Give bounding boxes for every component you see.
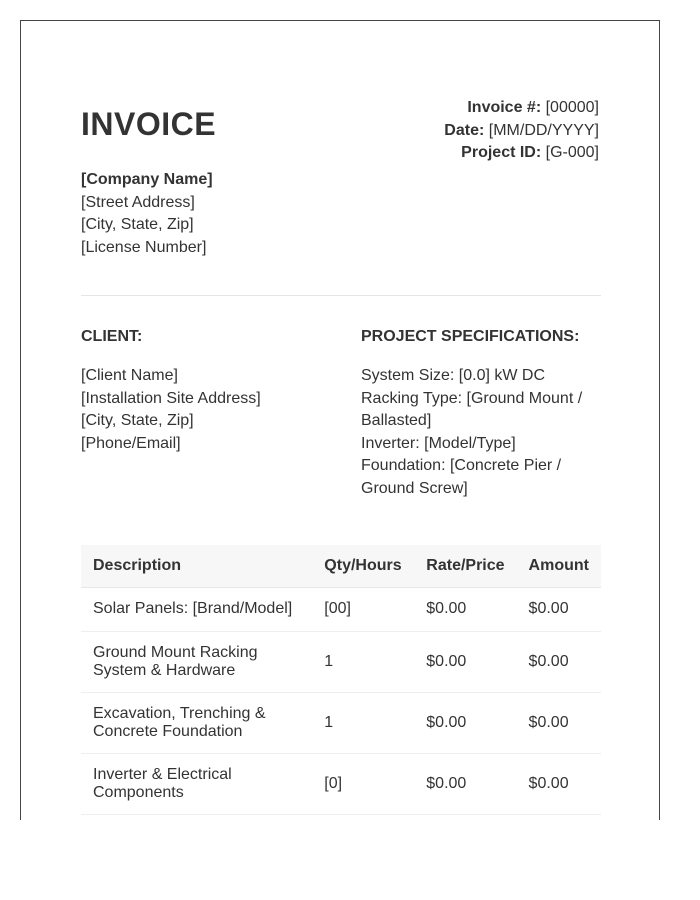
table-row	[81, 631, 601, 692]
client-contact: [Phone/Email]	[81, 434, 181, 452]
invoice-number-value: [00000]	[545, 99, 599, 116]
invoice-page	[20, 20, 660, 820]
row-qty: [0]	[312, 753, 414, 814]
row-description: Excavation, Trenching & Concrete Foundation	[81, 692, 312, 753]
specs-block	[361, 365, 601, 500]
spec-racking: Racking Type: [Ground Mount / Ballasted]	[361, 389, 583, 429]
row-amount: $0.00	[517, 631, 601, 692]
client-name: [Client Name]	[81, 367, 178, 384]
company-block	[81, 169, 213, 259]
row-qty: [00]	[312, 587, 414, 631]
invoice-title: INVOICE	[81, 106, 217, 142]
project-id-value: [G-000]	[545, 144, 599, 161]
spec-inverter: Inverter: [Model/Type]	[361, 434, 516, 452]
invoice-date-line	[444, 120, 599, 143]
client-heading: CLIENT:	[81, 328, 143, 345]
row-rate: $0.00	[414, 631, 516, 692]
invoice-meta	[444, 97, 599, 165]
row-rate: $0.00	[414, 587, 516, 631]
row-amount: $0.00	[517, 753, 601, 814]
invoice-number-line	[444, 97, 599, 120]
line-items-table	[81, 545, 601, 815]
company-name: [Company Name]	[81, 171, 213, 188]
company-license: [License Number]	[81, 238, 207, 256]
invoice-date-label: Date:	[444, 121, 485, 139]
company-street: [Street Address]	[81, 193, 195, 211]
row-qty: 1	[312, 631, 414, 692]
company-city: [City, State, Zip]	[81, 216, 194, 233]
row-description: Inverter & Electrical Components	[81, 753, 312, 814]
row-amount: $0.00	[517, 587, 601, 631]
invoice-number-label: Invoice #:	[467, 99, 542, 116]
header-divider	[81, 295, 601, 296]
table-row	[81, 587, 601, 631]
client-address: [Installation Site Address]	[81, 389, 261, 407]
spec-foundation: Foundation: [Concrete Pier / Ground Screw]	[361, 457, 562, 497]
row-description: Ground Mount Racking System & Hardware	[81, 631, 312, 692]
row-rate: $0.00	[414, 692, 516, 753]
row-qty: 1	[312, 692, 414, 753]
client-city: [City, State, Zip]	[81, 412, 194, 429]
table-header-row	[81, 545, 601, 587]
column-header-description: Description	[81, 545, 312, 587]
specs-heading: PROJECT SPECIFICATIONS:	[361, 328, 580, 345]
client-block	[81, 365, 331, 455]
project-id-line	[444, 142, 599, 165]
row-amount: $0.00	[517, 692, 601, 753]
row-rate: $0.00	[414, 753, 516, 814]
table-row	[81, 692, 601, 753]
table-row	[81, 753, 601, 814]
spec-system-size: System Size: [0.0] kW DC	[361, 367, 546, 384]
invoice-date-value: [MM/DD/YYYY]	[488, 121, 599, 139]
column-header-amount: Amount	[517, 545, 601, 587]
row-description: Solar Panels: [Brand/Model]	[81, 587, 312, 631]
project-id-label: Project ID:	[461, 144, 542, 161]
column-header-qty: Qty/Hours	[312, 545, 414, 587]
column-header-rate: Rate/Price	[414, 545, 516, 587]
